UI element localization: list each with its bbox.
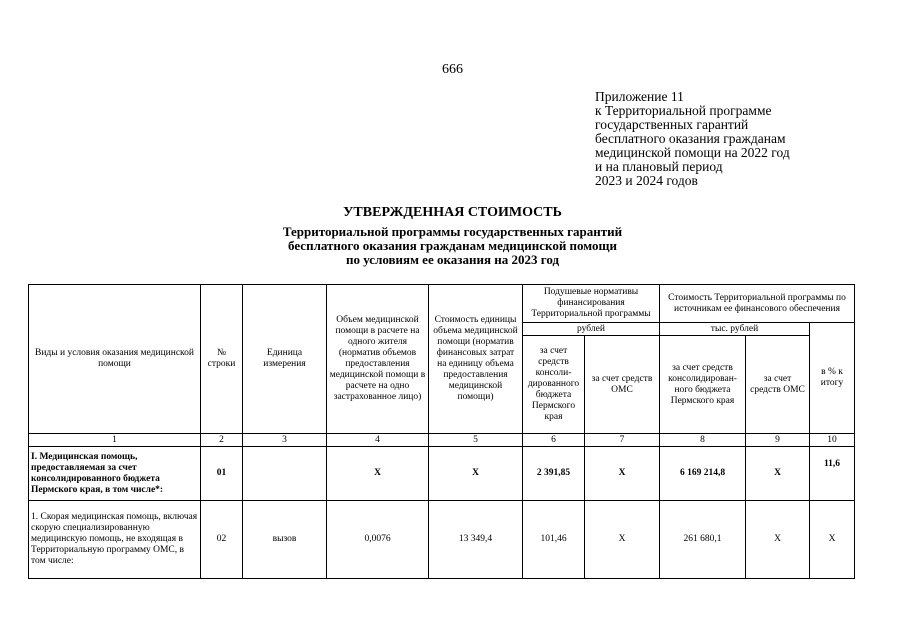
row-cost-oms: X [746,447,810,501]
header-unit-cost: Стоимость единицы объема медицинской помощи (норматив финансовых затрат на единицу объема предоставления медицинской помощи) [429,285,523,434]
subtitle-line: бесплатного оказания гражданам медицинской помощи [288,238,617,253]
column-number: 4 [327,434,429,447]
header-cost-budget: за счет средств консолидирован-ного бюджета Пермского края [660,336,746,434]
row-unit [243,447,327,501]
row-volume: 0,0076 [327,501,429,579]
appendix-line: медицинской помощи на 2022 год [595,145,790,160]
column-number: 5 [429,434,523,447]
column-number: 3 [243,434,327,447]
appendix-line: и на плановый период [595,159,723,174]
row-per-capita-oms: X [585,501,660,579]
header-volume: Объем медицинской помощи в расчете на одного жителя (норматив объемов предоставления медицинской помощи в расчете на одно застрахованное лицо) [327,285,429,434]
column-number: 7 [585,434,660,447]
header-cost-unit: тыс. рублей [660,323,810,336]
header-per-capita-budget: за счет средств консоли-дированного бюджета Пермского края [523,336,585,434]
row-name: I. Медицинская помощь, предоставляемая за счет консолидированного бюджета Пермского края, в том числе*: [29,447,201,501]
appendix-line: к Территориальной программе [595,103,772,118]
row-line: 02 [201,501,243,579]
subtitle-line: по условиям ее оказания на 2023 год [345,252,560,267]
row-unit: вызов [243,501,327,579]
subtitle-line: Территориальной программы государственных гарантий [282,224,623,239]
row-volume: X [327,447,429,501]
row-cost-budget: 6 169 214,8 [660,447,746,501]
row-name: 1. Скорая медицинская помощь, включая скорую специализированную медицинскую помощь, не входящая в Территориальную программу ОМС, в том числе: [29,501,201,579]
column-number: 2 [201,434,243,447]
row-per-capita-budget: 101,46 [523,501,585,579]
row-unit-cost: 13 349,4 [429,501,523,579]
appendix-line: государственных гарантий [595,117,749,132]
header-line-number: № строки [201,285,243,434]
column-number: 6 [523,434,585,447]
page-number: 666 [442,62,463,77]
document-title: УТВЕРЖДЕННАЯ СТОИМОСТЬ [343,205,562,220]
table-row [29,501,855,579]
row-cost-oms: X [746,501,810,579]
header-cost-oms: за счет средств ОМС [746,336,810,434]
header-unit: Единица измерения [243,285,327,434]
column-number: 9 [746,434,810,447]
header-cost-group: Стоимость Территориальной программы по источникам ее финансового обеспечения [660,285,855,323]
column-number: 10 [810,434,855,447]
header-per-capita-oms: за счет средств ОМС [585,336,660,434]
row-line: 01 [201,447,243,501]
row-per-capita-oms: X [585,447,660,501]
appendix-line: бесплатного оказания гражданам [595,131,786,146]
row-per-capita-budget: 2 391,85 [523,447,585,501]
column-number: 1 [29,434,201,447]
appendix-line: 2023 и 2024 годов [595,173,698,188]
appendix-note [595,90,790,188]
table-row [29,447,855,501]
column-number: 8 [660,434,746,447]
header-per-capita-group: Подушевые нормативы финансирования Территориальной программы [523,285,660,323]
header-per-capita-unit: рублей [523,323,660,336]
appendix-line: Приложение 11 [595,89,684,104]
document-subtitle [0,225,905,267]
header-conditions: Виды и условия оказания медицинской помощи [29,285,201,434]
cost-table [28,284,855,579]
row-percent: 11,6 [810,447,855,501]
row-cost-budget: 261 680,1 [660,501,746,579]
header-percent: в % к итогу [810,323,855,434]
row-percent: X [810,501,855,579]
row-unit-cost: X [429,447,523,501]
